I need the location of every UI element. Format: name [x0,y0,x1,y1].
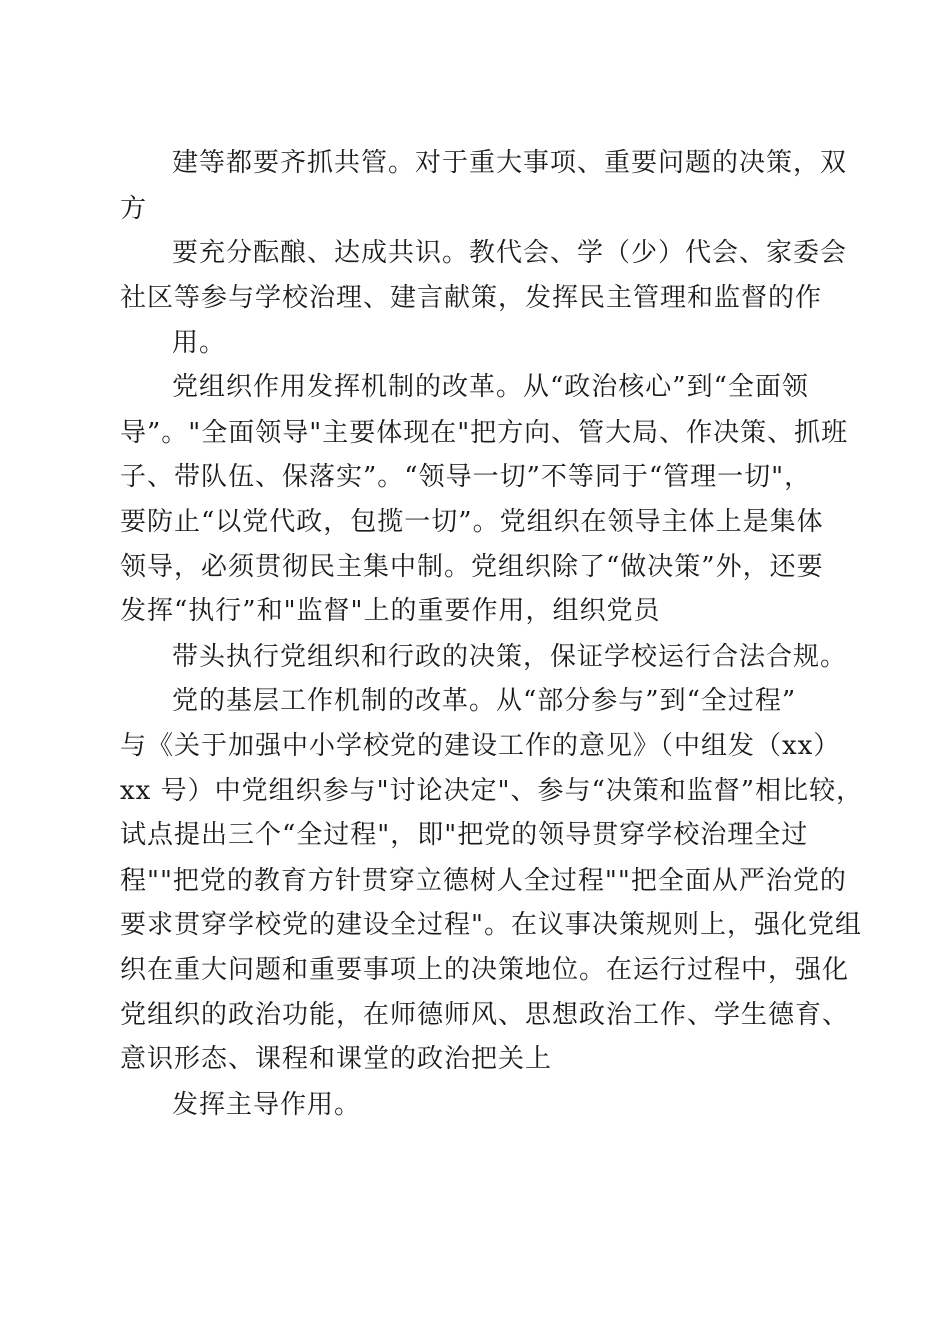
text-line: 带头执行党组织和行政的决策，保证学校运行合法合规。 [172,642,848,672]
text-line: 建等都要齐抓共管。对于重大事项、重要问题的决策，双 [172,148,848,178]
text-line: 导”。"全面领导"主要体现在"把方向、管大局、作决策、抓班 [120,418,849,448]
text-line: 程""把党的教育方针贯穿立德树人全过程""把全面从严治党的 [120,866,847,896]
text-line: 方 [120,194,148,224]
text-line: 要求贯穿学校党的建设全过程"。在议事决策规则上，强化党组 [120,910,862,940]
text-line: 意识形态、课程和课堂的政治把关上 [120,1044,553,1074]
text-line: 发挥“执行”和"监督"上的重要作用，组织党员 [120,596,661,626]
text-line: 要充分酝酿、达成共识。教代会、学（少）代会、家委会 [172,238,848,268]
text-line: 用。 [172,328,227,358]
text-line: 与《关于加强中小学校党的建设工作的意见》（中组发（xx） [120,731,841,761]
text-line: 织在重大问题和重要事项上的决策地位。在运行过程中，强化 [120,955,850,985]
text-line: 试点提出三个“全过程"，即"把党的领导贯穿学校治理全过 [120,820,809,850]
text-line: 子、带队伍、保落实”。“领导一切”不等同于“管理一切"， [120,462,812,492]
text-line: 党的基层工作机制的改革。从“部分参与”到“全过程” [172,686,797,716]
text-line: xx 号）中党组织参与"讨论决定"、参与“决策和监督”相比较， [120,776,864,806]
text-line: 党组织的政治功能，在师德师风、思想政治工作、学生德育、 [120,1000,850,1030]
text-line: 领导，必须贯彻民主集中制。党组织除了“做决策”外，还要 [120,552,824,582]
text-line: 社区等参与学校治理、建言献策，发挥民主管理和监督的作 [120,283,823,313]
text-line: 党组织作用发挥机制的改革。从“政治核心”到“全面领 [172,372,809,402]
text-line: 要防止“以党代政，包揽一切”。党组织在领导主体上是集体 [120,507,824,537]
text-line: 发挥主导作用。 [172,1090,362,1120]
